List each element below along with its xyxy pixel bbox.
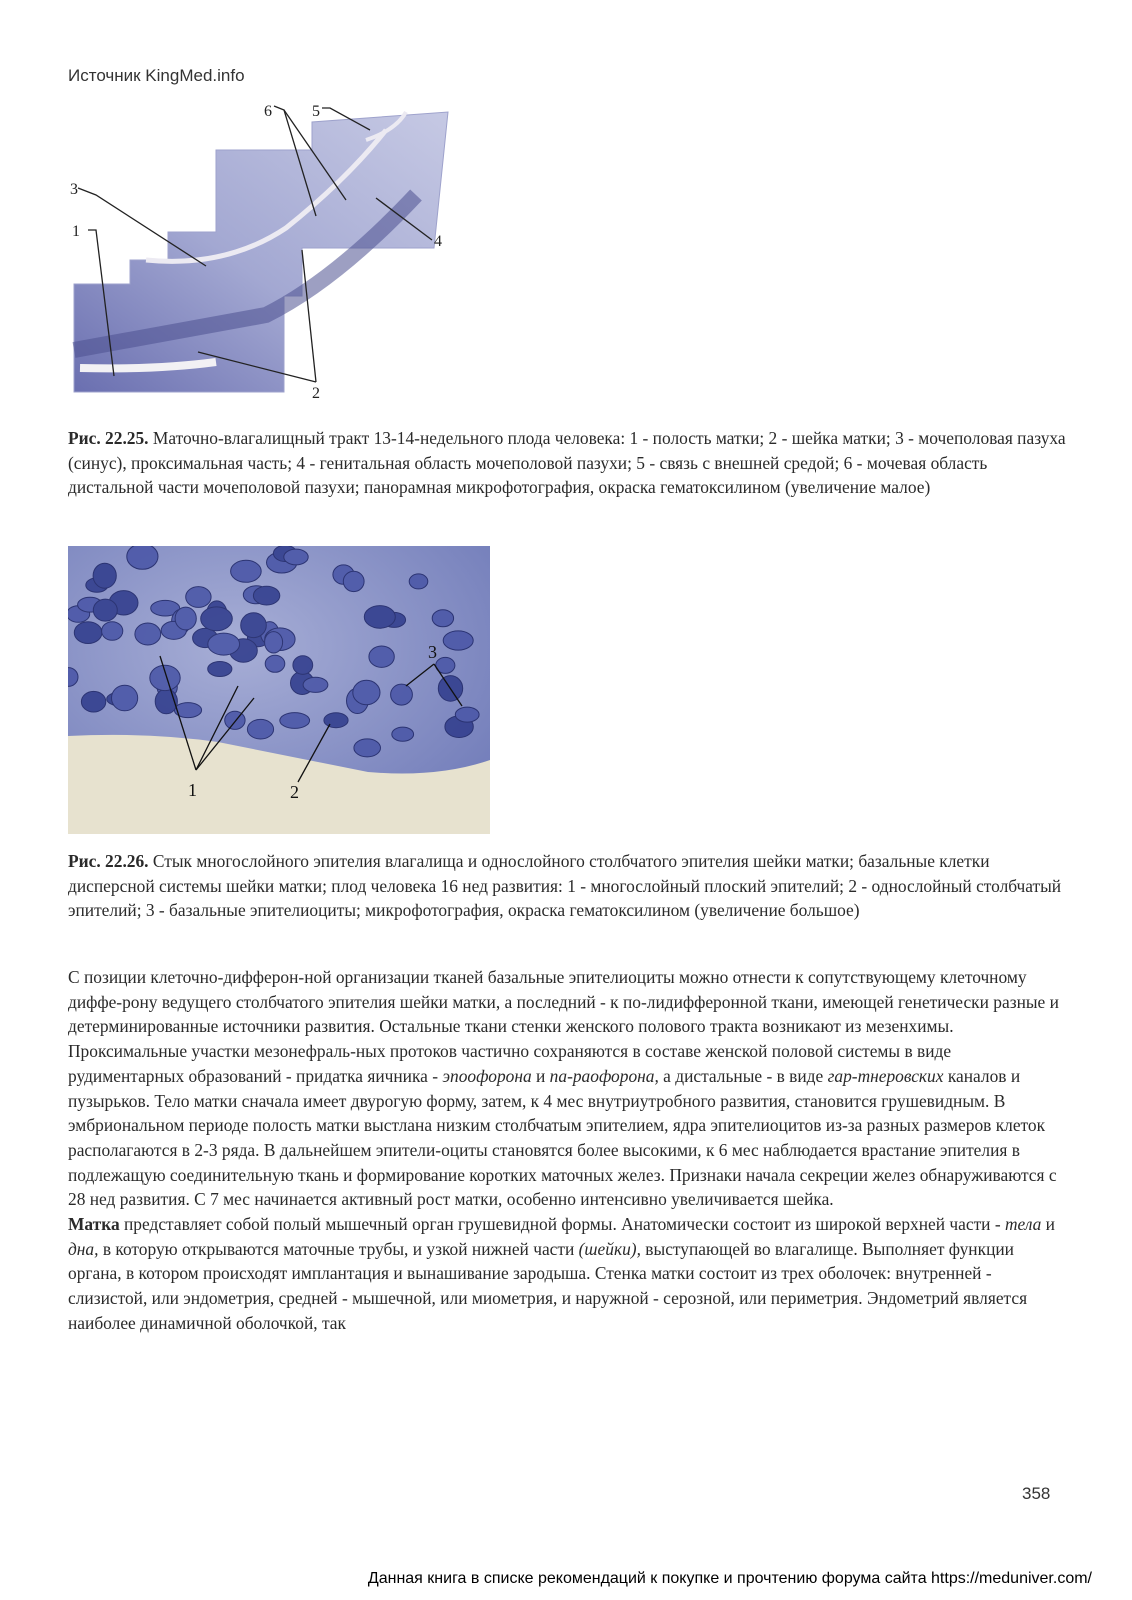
cell-nucleus [455, 707, 479, 722]
cell-nucleus [353, 680, 380, 704]
cell-nucleus [293, 656, 313, 675]
cell-nucleus [253, 586, 279, 605]
body-text [68, 965, 1068, 1336]
text-run: в которую открываются маточные трубы, и узкой нижней части [98, 1238, 579, 1259]
micrograph-tissue [74, 112, 448, 392]
cell-nucleus [443, 631, 473, 650]
caption-label: Рис. 22.25. [68, 428, 149, 448]
footer-note: Данная книга в списке рекомендаций к покупке и прочтению форума сайта https://meduniver.com/ [367, 1570, 1092, 1587]
italic-term: дна, [68, 1238, 99, 1259]
caption-label: Рис. 22.26. [68, 851, 149, 871]
cell-nucleus [303, 677, 328, 692]
cell-nucleus [186, 587, 211, 608]
cell-nucleus [392, 727, 414, 741]
cell-nucleus [93, 599, 117, 621]
text-run: выступающей во влагалище. Выполняет функции органа, в котором происходят имплантация и вынашивание зародыша. Стенка матки состоит из трех оболочек: внутренней - слизистой, или эндометрия, средней - мышечной, или миометрия, и наружной - серозной, или периметрия. Эндометрий является наиболее динамичной оболочкой, так [68, 1238, 1028, 1333]
paragraph-2 [68, 1212, 1068, 1336]
cell-nucleus [265, 632, 283, 653]
cell-nucleus [432, 610, 453, 627]
source-header: Источник KingMed.info [68, 66, 245, 85]
cell-nucleus [324, 713, 348, 728]
fig2-label-3: 3 [428, 642, 437, 662]
text-run: и [1041, 1214, 1055, 1235]
fig1-label-3: 3 [70, 181, 78, 198]
cell-nucleus [364, 606, 395, 629]
fig1-label-4: 4 [434, 233, 442, 250]
figure-22-26-micrograph [68, 546, 490, 834]
cell-nucleus [208, 633, 240, 655]
text-run: представляет собой полый мышечный орган грушевидной формы. Анатомически состоит из широкой верхней части - [119, 1214, 1005, 1235]
cell-nucleus [369, 646, 394, 667]
cell-nucleus [409, 574, 428, 589]
paragraph-1 [68, 965, 1068, 1212]
italic-term: (шейки), [578, 1238, 641, 1259]
cell-nucleus [225, 711, 245, 729]
italic-term: эпоофорона [442, 1065, 532, 1086]
text-run: каналов и пузырьков. Тело матки сначала имеет двурогую форму, затем, к 4 мес внутриутробного развития, становится грушевидным. В эмбриональном периоде полость матки выстлана низким столбчатым эпителием, ядра эпителиоцитов из-за разных размеров клеток располагаются в 2-3 ряда. В дальнейшем эпители-оциты становятся более высокими, к 6 мес наблюдается врастание эпителия в подлежащую соединительную ткань и формирование коротких маточных желез. Признаки начала секреции желез обнаруживаются с 28 нед развития. С 7 мес начинается активный рост матки, особенно интенсивно увеличивается шейка. [68, 1065, 1057, 1210]
cell-nucleus [102, 622, 123, 641]
cell-nucleus [175, 607, 196, 630]
italic-term: гар-тнеровских [827, 1065, 944, 1086]
cell-nucleus [241, 613, 267, 638]
caption-text: Стык многослойного эпителия влагалища и однослойного столбчатого эпителия шейки матки; базальные клетки дисперсной системы шейки матки; плод человека 16 нед развития: 1 - многослойный плоский эпителий; 2 - однослойный столбчатый эпителий; 3 - базальные эпителиоциты; микрофотография, окраска гематоксилином (увеличение большое) [68, 851, 1062, 920]
cell-nucleus [150, 665, 180, 690]
cell-nucleus [354, 739, 381, 757]
cell-nucleus [247, 719, 273, 739]
text-run: а дистальные - в виде [658, 1065, 828, 1086]
cell-nucleus [231, 560, 262, 582]
fig1-label-6: 6 [264, 103, 272, 120]
italic-term: тела [1004, 1214, 1042, 1235]
page-number: 358 [1022, 1484, 1051, 1503]
figure-22-25-caption [68, 426, 1068, 500]
fig1-label-1: 1 [72, 223, 80, 240]
cell-nucleus [265, 655, 285, 672]
fig2-label-2: 2 [290, 782, 299, 802]
caption-text: Маточно-влагалищный тракт 13-14-недельного плода человека: 1 - полость матки; 2 - шейка матки; 3 - мочеполовая пазуха (синус), проксимальная часть; 4 - генитальная область мочеполовой пазухи; 5 - связь с внешней средой; 6 - мочевая область дистальной части мочеполовой пазухи; панорамная микрофотография, окраска гематоксилином (увеличение малое) [68, 428, 1066, 497]
text-run: С позиции клеточно-дифферон-ной организации тканей базальные эпителиоциты можно отнести к сопутствующему клеточному диффе-рону ведущего столбчатого эпителия шейки матки, а последний - к по-лидифферонной ткани, имеющей генетически разные и детерминированные источники развития. Остальные ткани стенки женского полового тракта возникают из мезенхимы. Проксимальные участки мезонефраль-ных протоков частично сохраняются в составе женской половой системы в виде рудиментарных образований - придатка яичника - [68, 967, 1059, 1086]
figure-22-25-micrograph [66, 100, 466, 410]
cell-nucleus [127, 546, 158, 569]
cell-nucleus [343, 571, 364, 591]
cell-nucleus [201, 607, 233, 631]
text-run: и [531, 1065, 550, 1086]
cell-nucleus [208, 662, 232, 677]
italic-term: па-раофорона, [549, 1065, 659, 1086]
cell-nucleus [74, 622, 102, 644]
cell-nucleus [93, 563, 116, 588]
fig1-label-5: 5 [312, 103, 320, 120]
bold-term: Матка [68, 1214, 120, 1235]
figure-22-26-caption [68, 849, 1068, 923]
cell-nucleus [81, 691, 105, 712]
cell-nucleus [280, 713, 310, 729]
cell-nucleus [135, 623, 161, 645]
cell-nucleus [284, 549, 308, 565]
fig1-label-2: 2 [312, 385, 320, 402]
fig2-label-1: 1 [188, 780, 197, 800]
cell-nucleus [391, 684, 413, 705]
cell-nucleus [112, 685, 138, 711]
